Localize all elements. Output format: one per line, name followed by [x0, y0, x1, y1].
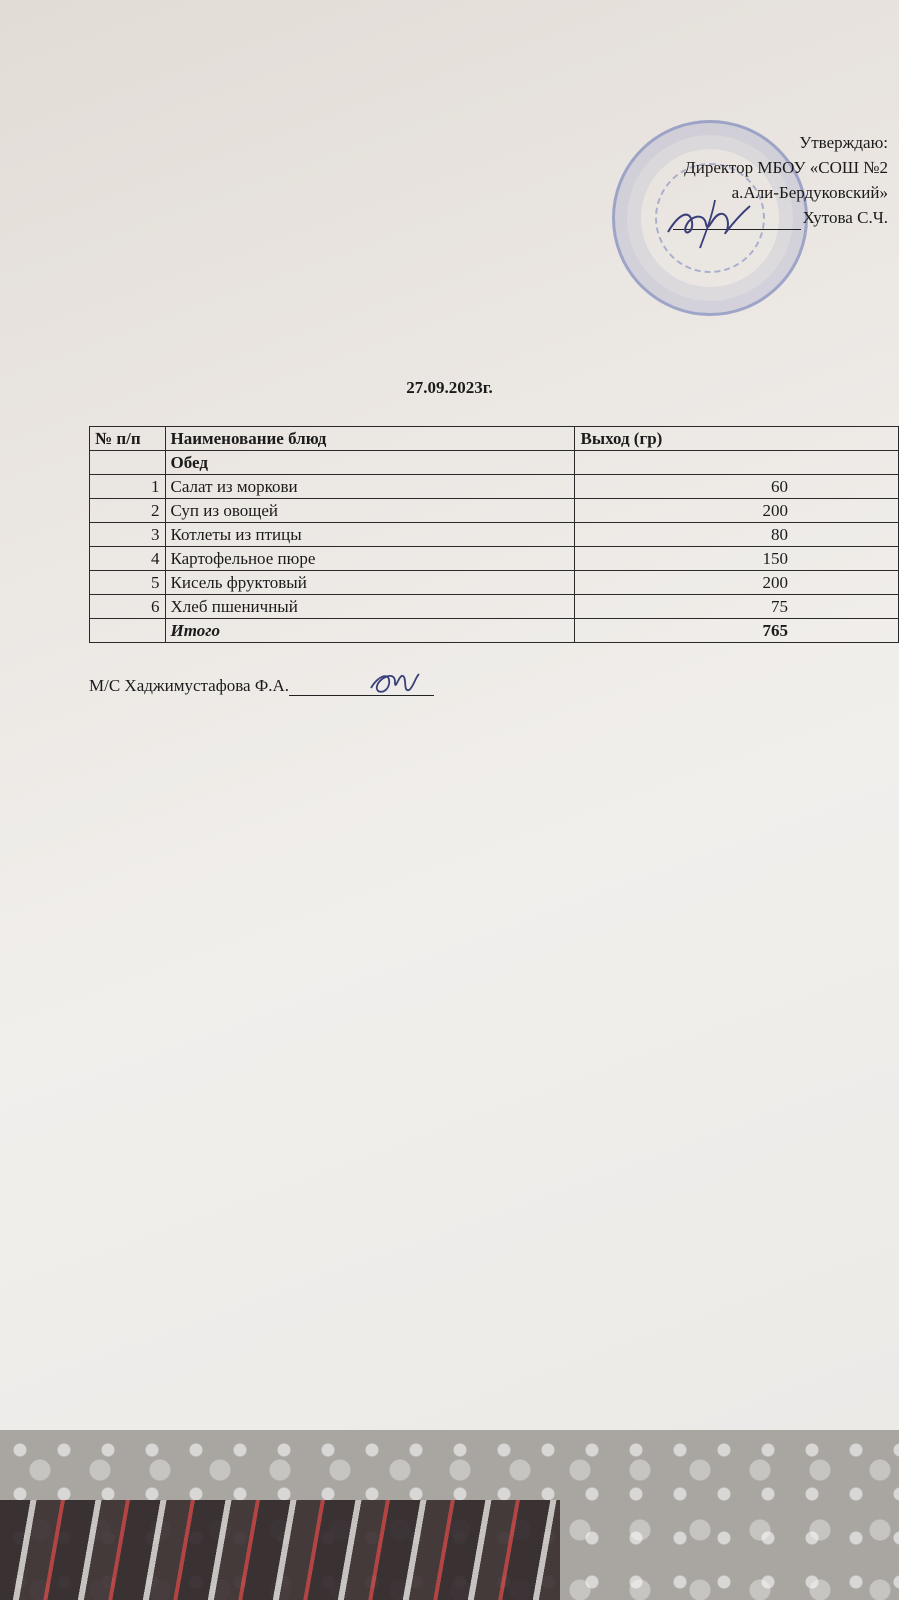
menu-table — [89, 426, 899, 643]
table-row — [90, 499, 899, 523]
row-number: 1 — [90, 475, 166, 499]
row-dish: Кисель фруктовый — [165, 571, 575, 595]
section-row — [90, 451, 899, 475]
table-row — [90, 547, 899, 571]
table-row — [90, 571, 899, 595]
approval-title: Утверждаю: — [799, 133, 888, 152]
row-dish: Котлеты из птицы — [165, 523, 575, 547]
director-signature — [660, 192, 760, 252]
table-row — [90, 523, 899, 547]
approval-school: а.Али-Бердуковский» — [731, 183, 888, 202]
row-output: 150 — [575, 547, 899, 571]
row-output: 200 — [575, 571, 899, 595]
approval-director-name: Хутова С.Ч. — [802, 208, 888, 227]
row-number: 2 — [90, 499, 166, 523]
row-dish: Картофельное пюре — [165, 547, 575, 571]
row-number: 6 — [90, 595, 166, 619]
row-dish: Салат из моркови — [165, 475, 575, 499]
row-output: 200 — [575, 499, 899, 523]
total-label: Итого — [165, 619, 575, 643]
section-label: Обед — [165, 451, 575, 475]
row-output: 80 — [575, 523, 899, 547]
row-number: 5 — [90, 571, 166, 595]
row-number: 4 — [90, 547, 166, 571]
header-dish: Наименование блюд — [165, 427, 575, 451]
total-value: 765 — [575, 619, 899, 643]
total-row — [90, 619, 899, 643]
table-row — [90, 475, 899, 499]
row-dish: Хлеб пшеничный — [165, 595, 575, 619]
nurse-name: М/С Хаджимустафова Ф.А. — [89, 676, 290, 695]
table-header-row — [90, 427, 899, 451]
row-output: 60 — [575, 475, 899, 499]
header-number: № п/п — [90, 427, 166, 451]
menu-date: 27.09.2023г. — [406, 378, 493, 397]
row-dish: Суп из овощей — [165, 499, 575, 523]
row-number: 3 — [90, 523, 166, 547]
table-row — [90, 595, 899, 619]
striped-fabric — [0, 1500, 560, 1600]
header-output: Выход (гр) — [575, 427, 899, 451]
nurse-signature — [365, 664, 425, 700]
row-output: 75 — [575, 595, 899, 619]
approval-position: Директор МБОУ «СОШ №2 — [684, 158, 888, 177]
